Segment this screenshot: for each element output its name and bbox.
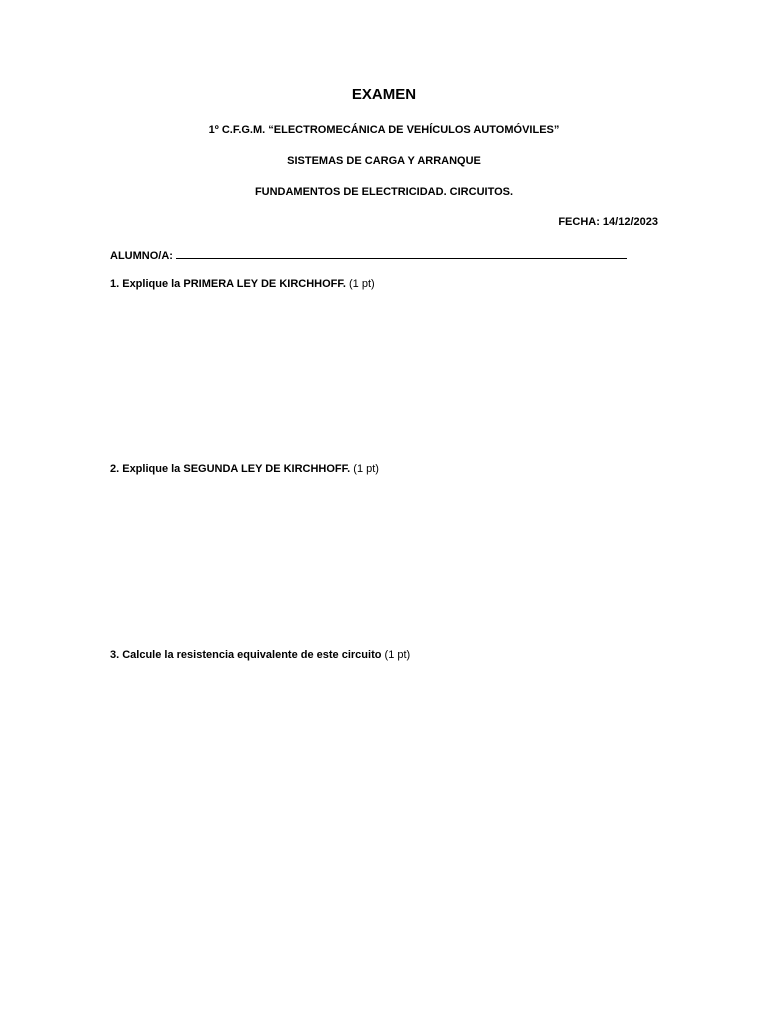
student-label: ALUMNO/A:: [110, 250, 173, 262]
question-3-text: 3. Calcule la resistencia equivalente de este circuito: [110, 649, 382, 661]
course-name: 1º C.F.G.M. “ELECTROMECÁNICA DE VEHÍCULOS AUTOMÓVILES”: [208, 124, 560, 136]
question-3: [110, 649, 410, 661]
question-2-points: (1 pt): [353, 463, 379, 475]
question-1-points: (1 pt): [349, 278, 375, 290]
module-name: SISTEMAS DE CARGA Y ARRANQUE: [287, 155, 481, 167]
student-name-blank[interactable]: [176, 247, 627, 259]
question-3-points: (1 pt): [384, 649, 411, 661]
topic-name: FUNDAMENTOS DE ELECTRICIDAD. CIRCUITOS.: [254, 186, 514, 198]
student-name-row: [110, 247, 627, 262]
exam-title: EXAMEN: [351, 86, 417, 103]
question-2: [110, 463, 379, 475]
exam-date: FECHA: 14/12/2023: [558, 216, 658, 228]
question-1: [110, 278, 375, 290]
question-2-text: 2. Explique la SEGUNDA LEY DE KIRCHHOFF.: [110, 463, 351, 475]
question-1-text: 1. Explique la PRIMERA LEY DE KIRCHHOFF.: [110, 278, 346, 290]
